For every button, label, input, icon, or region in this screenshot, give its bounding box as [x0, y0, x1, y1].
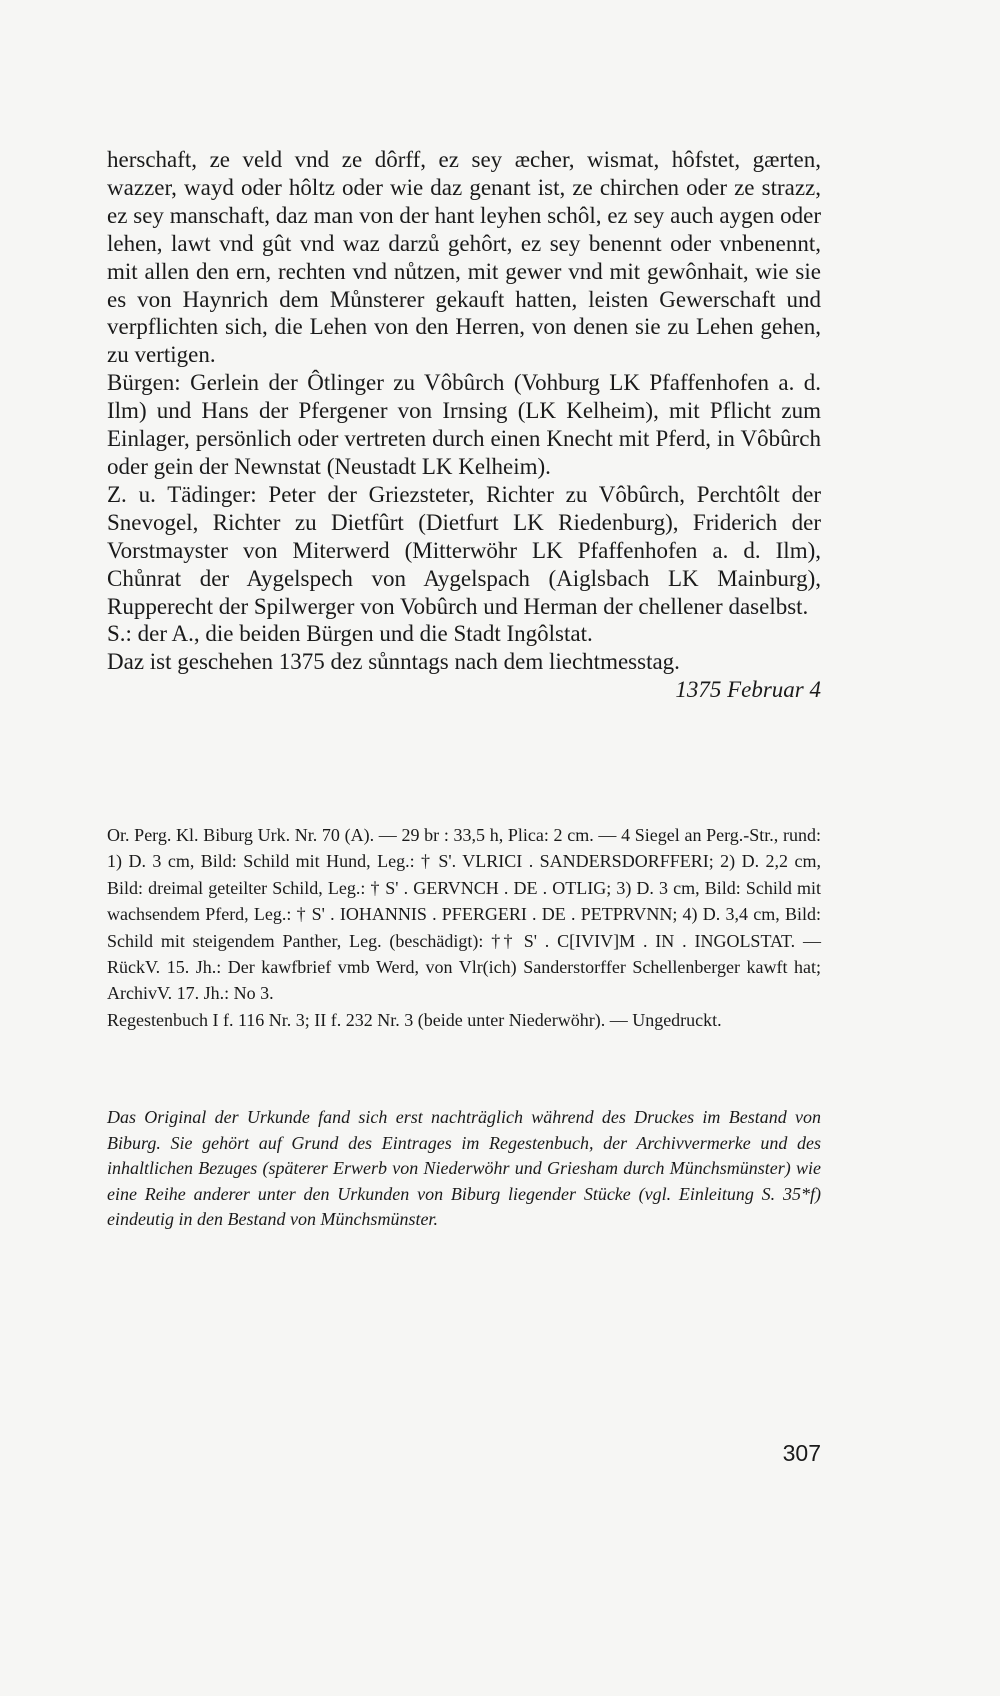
dating-paragraph: Daz ist geschehen 1375 dez sůnntags nach dem liechtmesstag. — [107, 649, 680, 675]
page-number: 307 — [782, 1440, 821, 1466]
guarantors-paragraph: Bürgen: Gerlein der Ôtlinger zu Vôbûrch (Vohburg LK Pfaffenhofen a. d. Ilm) und Hans der Pfergener von Irnsing (LK Kelheim), mit Pflicht zum Einlager, persönlich oder vertreten durch einen Knecht mit Pferd, in Vôbûrch oder gein der Newnstat (Neustadt LK Kelheim). — [107, 370, 821, 479]
charter-paragraph-content: herschaft, ze veld vnd ze dôrff, ez sey æcher, wismat, hôfstet, gærten, wazzer, wayd oder hôltz oder wie daz genant ist, ze chirchen oder ze strazz, ez sey manschaft, daz man von der hant leyhen schôl, ez sey auch aygen oder lehen, lawt vnd gût vnd waz darzů gehôrt, ez sey benennt oder vnbenennt, mit allen den ern, rechten vnd nůtzen, mit gewer vnd mit gewônhait, wie sie es von Haynrich dem Můnsterer gekauft hatten, leisten Gewerschaft und verpflichten sich, die Lehen von den Herren, von denen sie zu Lehen gehen, zu vertigen. — [107, 147, 821, 368]
addendum-text: Das Original der Urkunde fand sich erst nachträglich während des Druckes im Bestand von Biburg. Sie gehört auf Grund des Eintrages im Regestenbuch, der Archivvermerke und des inhaltlichen Bezuges (späterer Erwerb von Niederwöhr und Griesham durch Münchsmünster) wie eine Reihe anderer unter den Urkunden von Biburg liegender Stücke (vgl. Einleitung S. 35*f) eindeutig in den Bestand von Münchsmünster. — [107, 1107, 821, 1230]
charter-date: 1375 Februar 4 — [675, 677, 821, 703]
archival-description: Or. Perg. Kl. Biburg Urk. Nr. 70 (A). — 29 br : 33,5 h, Plica: 2 cm. — 4 Siegel an Perg.-Str., rund: 1) D. 3 cm, Bild: Schild mit Hund, Leg.: † S'. VLRICI . SANDERSDORFFERI; 2) D. 2,2 cm, Bild: dreimal geteilter Schild, Leg.: † S' . GERVNCH . DE . OTLIG; 3) D. 3 cm, Bild: Schild mit wachsendem Pferd, Leg.: † S' . IOHANNIS . PFERGERI . DE . PETPRVNN; 4) D. 3,4 cm, Bild: Schild mit steigendem Panther, Leg. (beschädigt): †† S' . C[IVIV]M . IN . INGOLSTAT. — RückV. 15. Jh.: Der kawfbrief vmb Werd, von Vlr(ich) Sanderstorffer Schellenberger kawft hat; ArchivV. 17. Jh.: No 3. — [107, 825, 821, 1004]
archival-notes — [107, 822, 821, 1033]
charter-text — [107, 146, 821, 704]
witnesses-paragraph: Z. u. Tädinger: Peter der Griezsteter, Richter zu Vôbûrch, Perchtôlt der Snevogel, Richter zu Dietfûrt (Dietfurt LK Riedenburg), Friderich der Vorstmayster von Miterwerd (Mitterwöhr LK Pfaffenhofen a. d. Ilm), Chůnrat der Aygelspech von Aygelspach (Aiglsbach LK Mainburg), Rupperecht der Spilwerger von Vobûrch und Herman der chellener daselbst. — [107, 481, 821, 619]
editorial-addendum — [107, 1105, 821, 1233]
register-reference: Regestenbuch I f. 116 Nr. 3; II f. 232 Nr. 3 (beide unter Niederwöhr). — Ungedruckt. — [107, 1009, 722, 1030]
seal-paragraph: S.: der A., die beiden Bürgen und die Stadt Ingôlstat. — [107, 621, 593, 647]
